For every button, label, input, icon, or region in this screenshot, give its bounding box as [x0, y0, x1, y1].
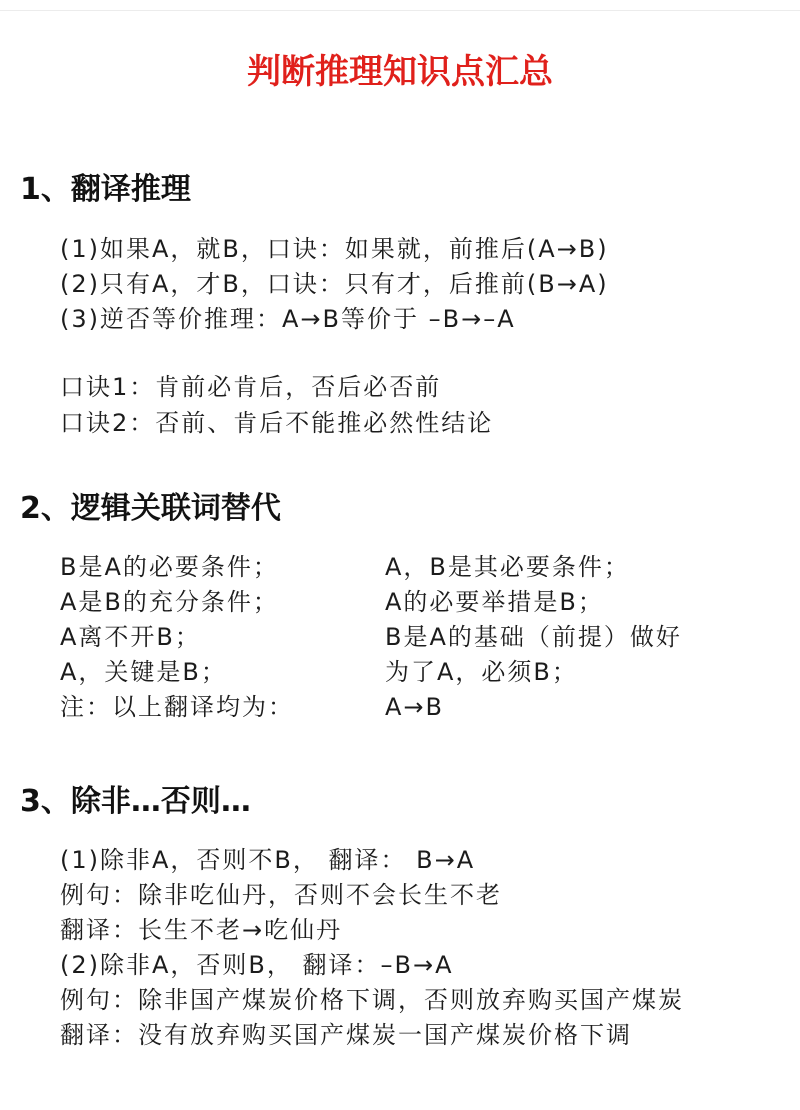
connective-result: A→B [385, 693, 444, 721]
connective-note: 注：以上翻译均为： [60, 693, 294, 721]
mnemonic-2: 口诀2：否前、肯后不能推必然性结论 [60, 409, 494, 437]
connective-left-1: B是A的必要条件； [60, 553, 279, 581]
unless-translation-2: 翻译：没有放弃购买国产煤炭一国产煤炭价格下调 [60, 1021, 632, 1049]
unless-rule-2: (2)除非A，否则B， 翻译：–B→A [60, 951, 454, 979]
mnemonic-1: 口诀1：肯前必肯后，否后必否前 [60, 373, 442, 401]
connective-right-2: A的必要举措是B； [385, 588, 604, 616]
unless-rule-1: (1)除非A，否则不B， 翻译： B→A [60, 846, 476, 874]
unless-example-2: 例句：除非国产煤炭价格下调，否则放弃购买国产煤炭 [60, 986, 684, 1014]
rule-if-then: (1)如果A，就B，口诀：如果就，前推后(A→B) [60, 235, 609, 263]
page-title: 判断推理知识点汇总 [247, 52, 553, 92]
connective-right-1: A，B是其必要条件； [385, 553, 630, 581]
section-heading-logical-connectives: 2、逻辑关联词替代 [20, 491, 281, 526]
connective-left-4: A，关键是B； [60, 658, 227, 686]
section-heading-unless-otherwise: 3、除非…否则… [20, 784, 251, 819]
connective-right-3: B是A的基础（前提）做好 [385, 623, 682, 651]
rule-only-if: (2)只有A，才B，口诀：只有才，后推前(B→A) [60, 270, 609, 298]
unless-translation-1: 翻译：长生不老→吃仙丹 [60, 916, 343, 944]
connective-left-3: A离不开B； [60, 623, 201, 651]
connective-right-4: 为了A，必须B； [385, 658, 578, 686]
unless-example-1: 例句：除非吃仙丹，否则不会长生不老 [60, 881, 502, 909]
section-heading-translation-reasoning: 1、翻译推理 [20, 172, 191, 207]
connective-left-2: A是B的充分条件； [60, 588, 279, 616]
rule-contrapositive: (3)逆否等价推理：A→B等价于 –B→–A [60, 305, 516, 333]
top-divider [0, 10, 800, 11]
